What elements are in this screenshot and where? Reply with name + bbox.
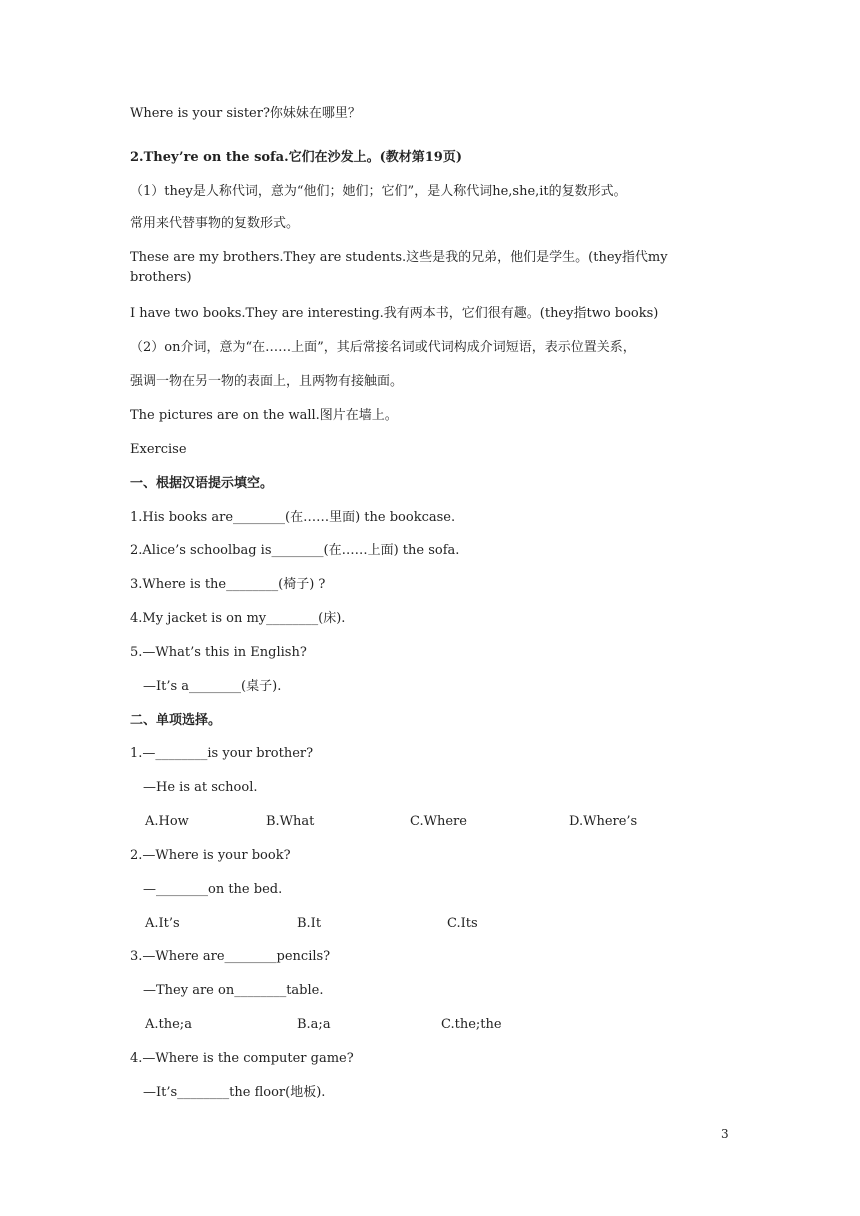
choice-question-4-reply: —It’s________the floor(地板). (143, 1085, 326, 1100)
page-number: 3 (721, 1127, 729, 1141)
choice-question-1: 1.—________is your brother? (130, 746, 314, 761)
choice-question-3: 3.—Where are________pencils? (130, 949, 331, 964)
choice-question-4: 4.—Where is the computer game? (130, 1051, 354, 1066)
choice-question-2: 2.—Where is your book? (130, 848, 291, 863)
fill-question-4: 4.My jacket is on my________(床). (130, 611, 346, 626)
choice-2-option-a: A.It’s (145, 916, 180, 931)
choice-1-option-a: A.How (145, 814, 189, 829)
fill-question-2: 2.Alice’s schoolbag is________(在……上面) the sofa. (130, 543, 460, 558)
choice-3-option-b: B.a;a (297, 1017, 331, 1032)
line-5: These are my brothers.They are students.这些是我的兄弟，他们是学生。(they指代my brothers) (130, 250, 668, 285)
choice-1-option-c: C.Where (410, 814, 467, 829)
line-9: The pictures are on the wall.图片在墙上。 (130, 408, 398, 423)
line-4: 常用来代替事物的复数形式。 (130, 216, 300, 231)
fill-question-5: 5.—What’s this in English? (130, 645, 307, 660)
line-6: I have two books.They are interesting.我有两本书，它们很有趣。(they指two books) (130, 306, 659, 321)
fill-question-5-answer: —It’s a________(桌子). (143, 679, 282, 694)
section-heading-2: 2.They’re on the sofa.它们在沙发上。(教材第19页) (130, 150, 462, 165)
fill-question-3: 3.Where is the________(椅子) ? (130, 577, 326, 592)
choice-2-option-c: C.Its (447, 916, 478, 931)
fill-question-1: 1.His books are________(在……里面) the bookcase. (130, 510, 456, 525)
line-7: （2）on介词，意为“在……上面”，其后常接名词或代词构成介词短语，表示位置关系， (130, 340, 636, 355)
choice-1-option-b: B.What (266, 814, 315, 829)
choice-1-option-d: D.Where’s (569, 814, 638, 829)
line-1: Where is your sister?你妹妹在哪里？ (130, 106, 361, 121)
choice-question-2-reply: —________on the bed. (143, 882, 283, 897)
exercise-label: Exercise (130, 442, 187, 457)
choice-3-option-c: C.the;the (441, 1017, 502, 1032)
line-3: （1）they是人称代词，意为“他们；她们；它们”，是人称代词he,she,it的复数形式。 (130, 184, 627, 199)
choice-question-1-reply: —He is at school. (143, 780, 258, 795)
choice-question-3-reply: —They are on________table. (143, 983, 324, 998)
section-heading-fill: 一、根据汉语提示填空。 (130, 476, 274, 491)
line-8: 强调一物在另一物的表面上，且两物有接触面。 (130, 374, 404, 389)
section-heading-choice: 二、单项选择。 (130, 713, 222, 728)
choice-2-option-b: B.It (297, 916, 322, 931)
choice-3-option-a: A.the;a (145, 1017, 192, 1032)
